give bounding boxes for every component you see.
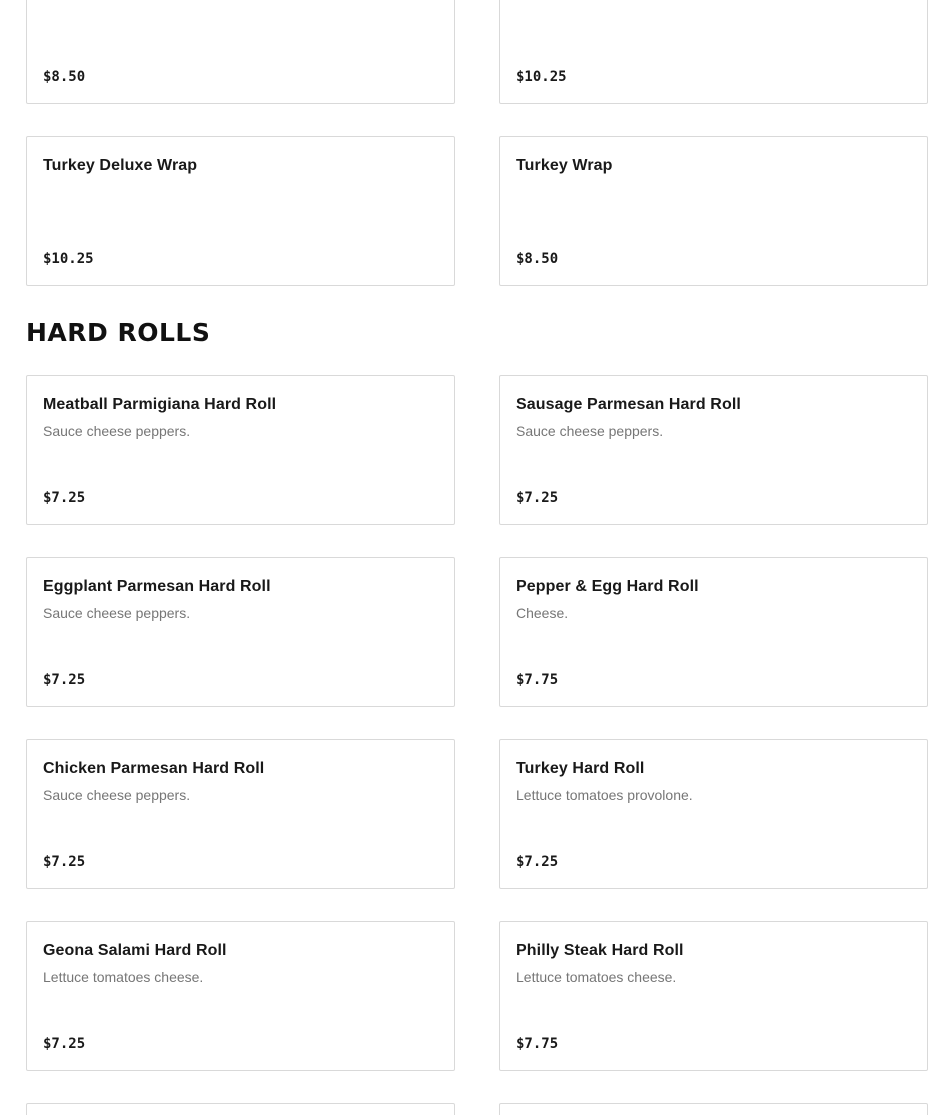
menu-item-card[interactable] — [499, 375, 928, 525]
menu-item-name: Geona Salami Hard Roll — [43, 942, 227, 959]
section-title: HARD ROLLS — [26, 318, 211, 347]
menu-item-price: $10.25 — [43, 251, 94, 267]
menu-item-price: $7.25 — [43, 490, 86, 506]
menu-item-price: $7.75 — [516, 672, 559, 688]
menu-item-price: $7.25 — [43, 672, 86, 688]
menu-item-name: Turkey Wrap — [516, 157, 613, 174]
menu-item-name: Eggplant Parmesan Hard Roll — [43, 578, 271, 595]
menu-item-description: Lettuce tomatoes provolone. — [516, 787, 693, 803]
menu-item-name: Pepper & Egg Hard Roll — [516, 578, 699, 595]
menu-item-name: Turkey Hard Roll — [516, 760, 645, 777]
menu-item-card[interactable] — [26, 557, 455, 707]
menu-item-card[interactable] — [26, 921, 455, 1071]
menu-item-price: $10.25 — [516, 69, 567, 85]
menu-item-card[interactable] — [499, 136, 928, 286]
menu-item-price: $7.25 — [43, 854, 86, 870]
menu-item-card[interactable] — [26, 739, 455, 889]
menu-item-description: Lettuce tomatoes cheese. — [516, 969, 677, 985]
menu-item-card[interactable] — [26, 136, 455, 286]
menu-item-name: Sausage Parmesan Hard Roll — [516, 396, 741, 413]
menu-item-card[interactable] — [499, 0, 928, 104]
menu-item-name: Chicken Parmesan Hard Roll — [43, 760, 265, 777]
menu-item-description: Sauce cheese peppers. — [43, 605, 191, 621]
menu-item-card[interactable] — [499, 739, 928, 889]
menu-item-description: Lettuce tomatoes cheese. — [43, 969, 204, 985]
menu-item-card[interactable] — [26, 1103, 455, 1115]
menu-item-name: Turkey Deluxe Wrap — [43, 157, 198, 174]
menu-item-card[interactable] — [499, 921, 928, 1071]
menu-item-card[interactable] — [26, 375, 455, 525]
menu-item-name: Philly Steak Hard Roll — [516, 942, 684, 959]
previous-section-items — [26, 0, 928, 286]
menu-item-description: Sauce cheese peppers. — [516, 423, 664, 439]
hard-rolls-items — [26, 375, 928, 1115]
menu-item-price: $7.75 — [516, 1036, 559, 1052]
menu-item-card[interactable] — [499, 557, 928, 707]
menu-item-price: $8.50 — [516, 251, 559, 267]
menu-item-card[interactable] — [499, 1103, 928, 1115]
menu-item-description: Cheese. — [516, 605, 569, 621]
menu-item-name: Meatball Parmigiana Hard Roll — [43, 396, 277, 413]
menu-item-price: $7.25 — [43, 1036, 86, 1052]
menu-item-price: $8.50 — [43, 69, 86, 85]
menu-item-card[interactable] — [26, 0, 455, 104]
menu-item-description: Sauce cheese peppers. — [43, 787, 191, 803]
menu-item-description: Sauce cheese peppers. — [43, 423, 191, 439]
menu-item-price: $7.25 — [516, 854, 559, 870]
menu-item-price: $7.25 — [516, 490, 559, 506]
